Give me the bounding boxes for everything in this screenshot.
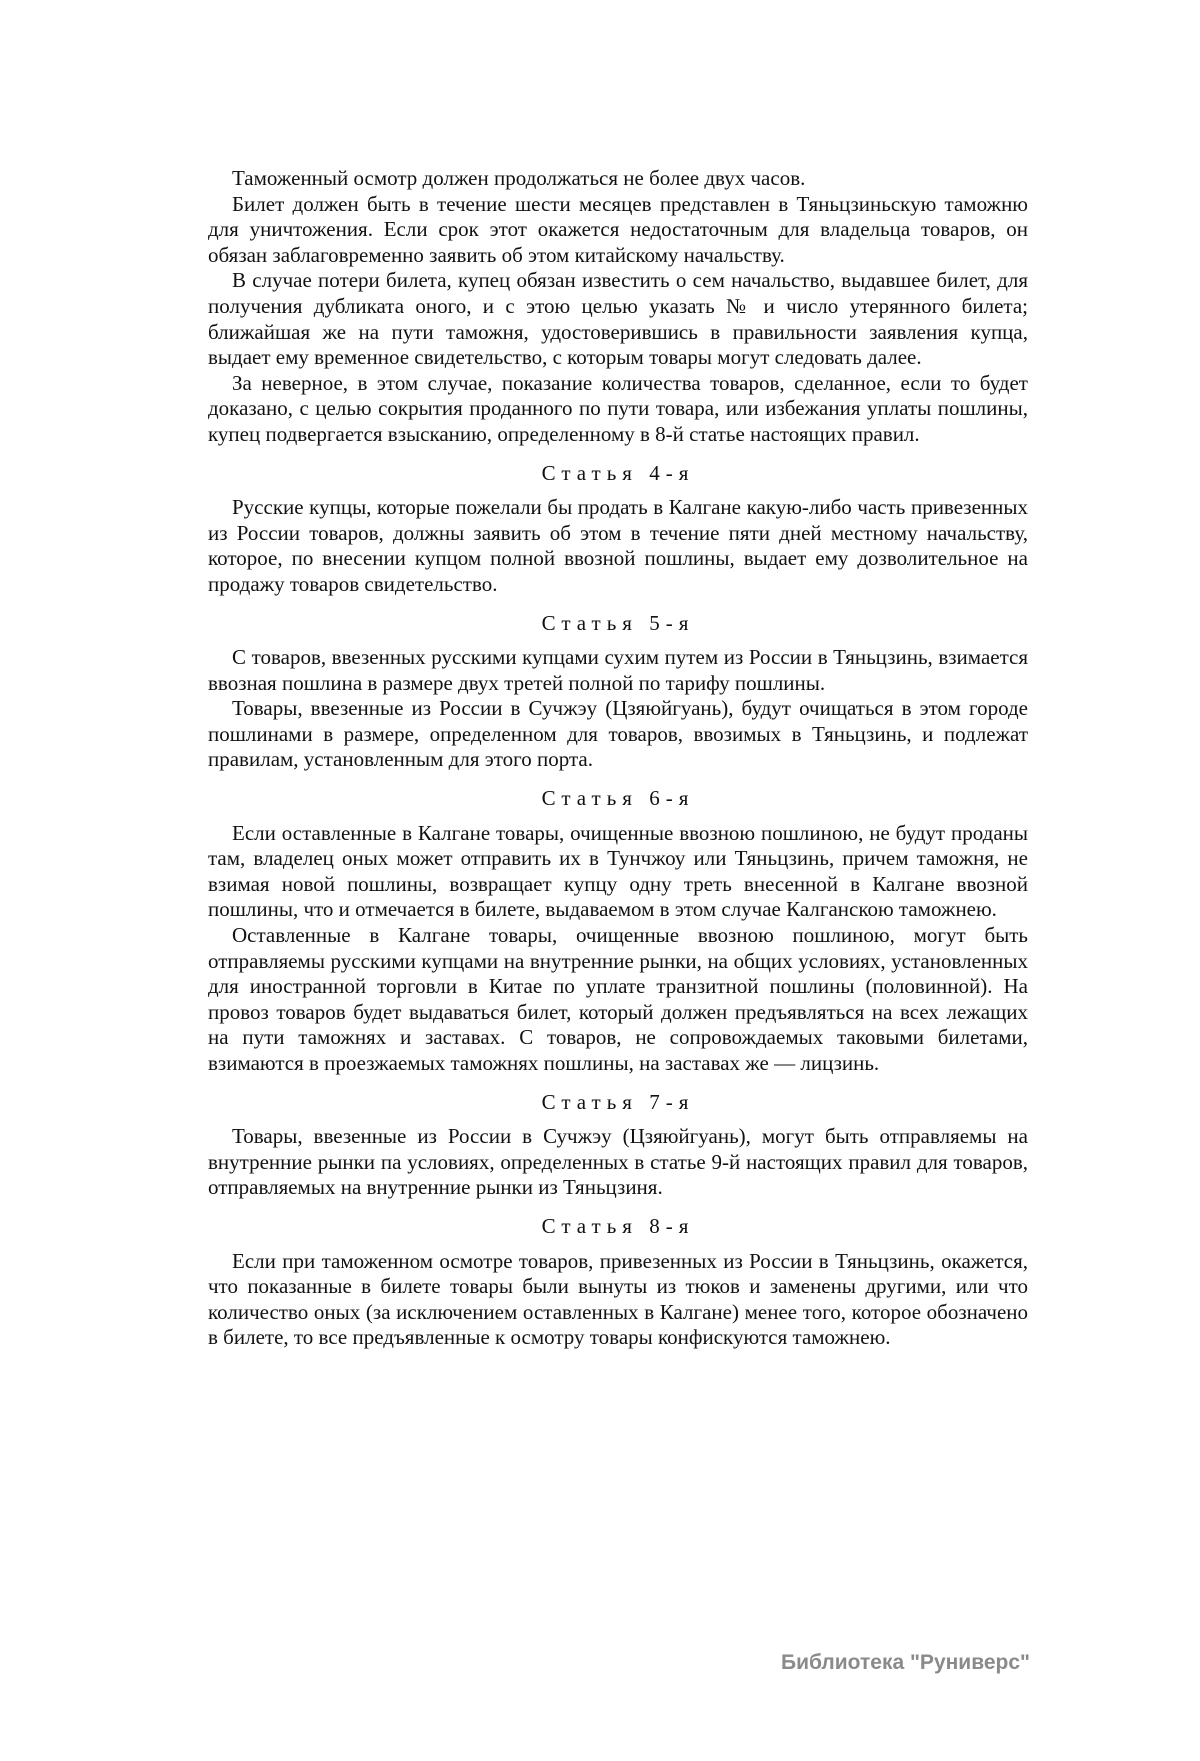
article-heading: Статья 6-я bbox=[541, 786, 695, 811]
article-heading: Статья 8-я bbox=[541, 1213, 695, 1238]
paragraph: Товары, ввезенные из России в Сучжэу (Цзяюйгуань), могут быть отправляемы на внутренние рынки па условиях, определенных в статье 9-й настоящих правил для товаров, отправляемых на внутренние рынки из Тяньцзиня. bbox=[208, 1124, 1028, 1200]
article-heading: Статья 5-я bbox=[541, 610, 695, 635]
paragraph: Русские купцы, которые пожелали бы продать в Калгане какую-либо часть привезенных из России товаров, должны заявить об этом в течение пяти дней местному начальству, которое, по внесении купцом полной ввозной пошлины, выдает ему дозволительное на продажу товаров свидетельство. bbox=[208, 495, 1028, 596]
paragraph: Товары, ввезенные из России в Сучжэу (Цзяюйгуань), будут очищаться в этом городе пошлинами в размере, определенном для товаров, ввозимых в Тяньцзинь, и подлежат правилам, установленным для этого порта. bbox=[208, 696, 1028, 772]
paragraph: С товаров, ввезенных русскими купцами сухим путем из России в Тяньцзинь, взимается ввозная пошлина в размере двух третей полной по тарифу пошлины. bbox=[208, 645, 1028, 695]
document-page bbox=[208, 166, 1028, 1351]
paragraph: Оставленные в Калгане товары, очищенные ввозною пошлиною, могут быть отправляемы русскими купцами на внутренние рынки, на общих условиях, установленных для иностранной торговли в Китае по уплате транзитной пошлины (половинной). На провоз товаров будет выдаваться билет, который должен предъявляться на всех лежащих на пути таможнях и заставах. С товаров, не сопровождаемых таковыми билетами, взимаются в проезжаемых таможнях пошлины, на заставах же — лицзинь. bbox=[208, 923, 1028, 1075]
paragraph: Таможенный осмотр должен продолжаться не более двух часов. bbox=[232, 166, 806, 190]
paragraph: За неверное, в этом случае, показание количества товаров, сделанное, если то будет доказано, с целью сокрытия проданного по пути товара, или избежания уплаты пошлины, купец подвергается взысканию, определенному в 8-й статье настоящих правил. bbox=[208, 370, 1028, 446]
article-heading: Статья 4-я bbox=[541, 460, 695, 485]
paragraph: Билет должен быть в течение шести месяцев представлен в Тяньцзиньскую таможню для уничтожения. Если срок этот окажется недостаточным для владельца товаров, он обязан заблаговременно заявить об этом китайскому начальству. bbox=[208, 191, 1028, 267]
article-heading: Статья 7-я bbox=[541, 1089, 695, 1114]
paragraph: Если при таможенном осмотре товаров, привезенных из России в Тяньцзинь, окажется, что показанные в билете товары были вынуты из тюков и заменены другими, или что количество оных (за исключением оставленных в Калгане) менее того, которое обозначено в билете, то все предъявленные к осмотру товары конфискуются таможнею. bbox=[208, 1248, 1028, 1350]
paragraph: Если оставленные в Калгане товары, очищенные ввозною пошлиною, не будут проданы там, владелец оных может отправить их в Тунчжоу или Тяньцзинь, причем таможня, не взимая новой пошлины, возвращает купцу одну треть внесенной в Калгане ввозной пошлины, что и отмечается в билете, выдаваемом в этом случае Калганскою таможнею. bbox=[208, 820, 1028, 922]
paragraph: В случае потери билета, купец обязан известить о сем начальство, выдавшее билет, для получения дубликата оного, и с этою целью указать № и число утерянного билета; ближайшая же на пути таможня, удостоверившись в правильности заявления купца, выдает ему временное свидетельство, с которым товары могут следовать далее. bbox=[208, 268, 1028, 370]
library-watermark: Библиотека "Руниверс" bbox=[780, 1651, 1030, 1674]
